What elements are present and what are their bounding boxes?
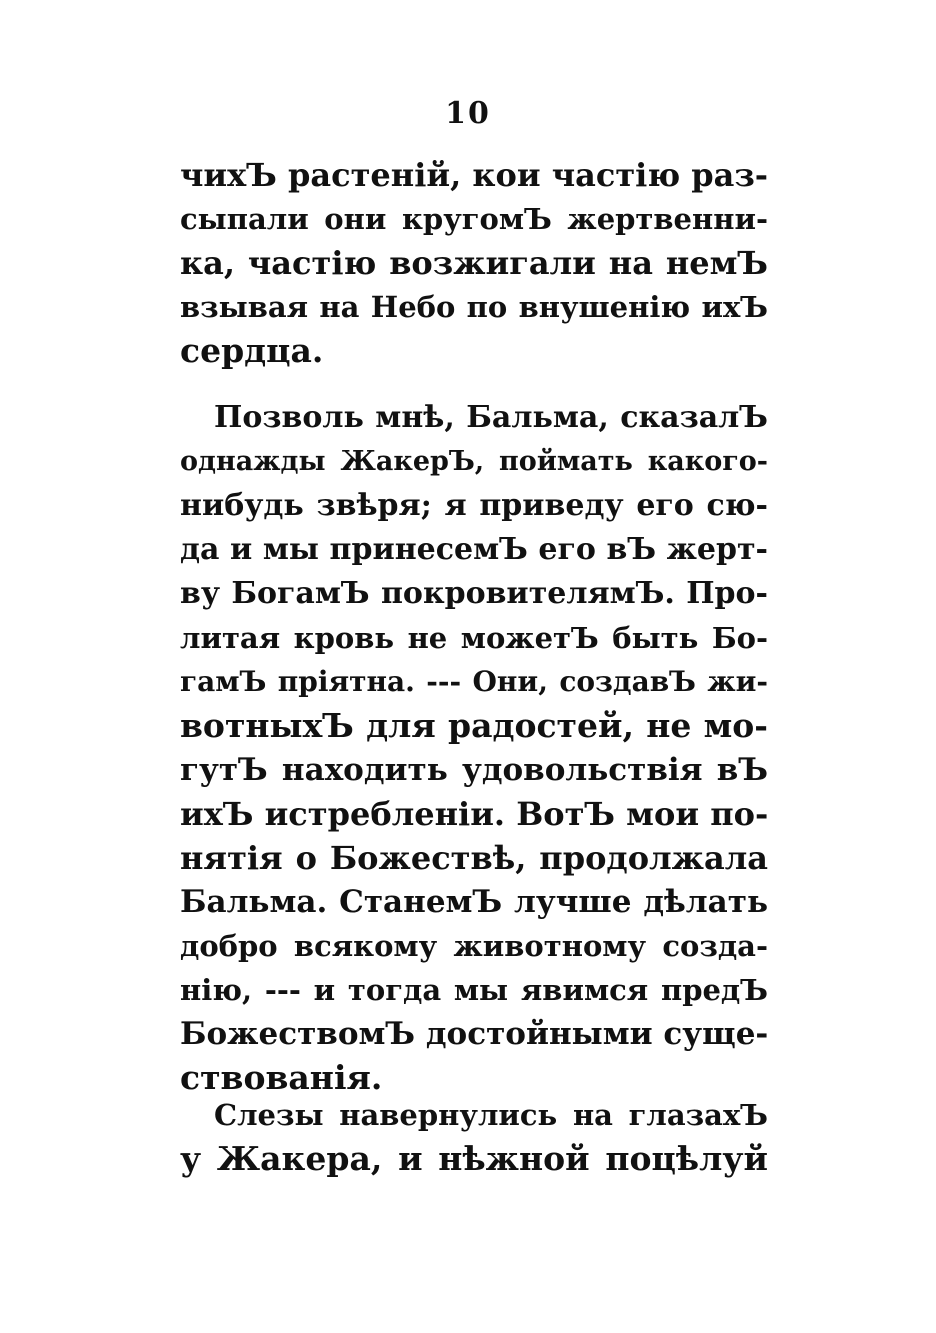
text-line: да и мы принесемЪ его вЪ жерт-: [180, 532, 768, 567]
text-line: ихЪ истребленiи. ВотЪ мои по-: [180, 795, 769, 833]
text-line: ву БогамЪ покровителямЪ. Про-: [180, 576, 768, 611]
paragraph-1: [180, 153, 768, 373]
text-line: взывая на Небо по внушенiю ихЪ: [180, 290, 768, 324]
paragraph-2: [180, 396, 768, 1100]
text-line: нибудь звѣря; я приведу его сю-: [180, 488, 768, 523]
text-line: гутЪ находить удовольствiя вЪ: [180, 752, 768, 788]
text-line: нятiя о Божествѣ, продолжала: [180, 839, 768, 877]
text-line: ка, частiю возжигали на немЪ: [180, 244, 768, 282]
text-line: Бальма. СтанемЪ лучше дѣлать: [180, 884, 768, 920]
text-line: литая кровь не можетЪ быть Бо-: [180, 621, 768, 655]
text-line: Слезы навернулись на глазахЪ: [214, 1098, 768, 1132]
text-line: БожествомЪ достойными суще-: [180, 1016, 769, 1052]
paragraph-3: [180, 1093, 768, 1181]
text-line: Позволь мнѣ, Бальма, сказалЪ: [214, 400, 768, 435]
text-line: сыпали они кругомЪ жертвенни-: [180, 202, 768, 236]
text-line: однажды ЖакерЪ, поймать какого-: [180, 446, 768, 477]
text-line: чихЪ растенiй, кои частiю раз-: [180, 156, 769, 194]
text-line: добро всякому животному созда-: [180, 929, 768, 963]
text-line: вотныхЪ для радостей, не мо-: [180, 706, 768, 745]
text-line: ствованiя.: [180, 1058, 383, 1097]
text-line: у Жакера, и нѣжной поцѣлуй: [180, 1139, 768, 1178]
page-number: 10: [445, 96, 491, 131]
text-line: нiю, --- и тогда мы явимся предЪ: [180, 973, 768, 1007]
text-line: сердца.: [180, 331, 324, 370]
text-line: гамЪ прiятна. --- Они, создавЪ жи-: [180, 665, 768, 698]
